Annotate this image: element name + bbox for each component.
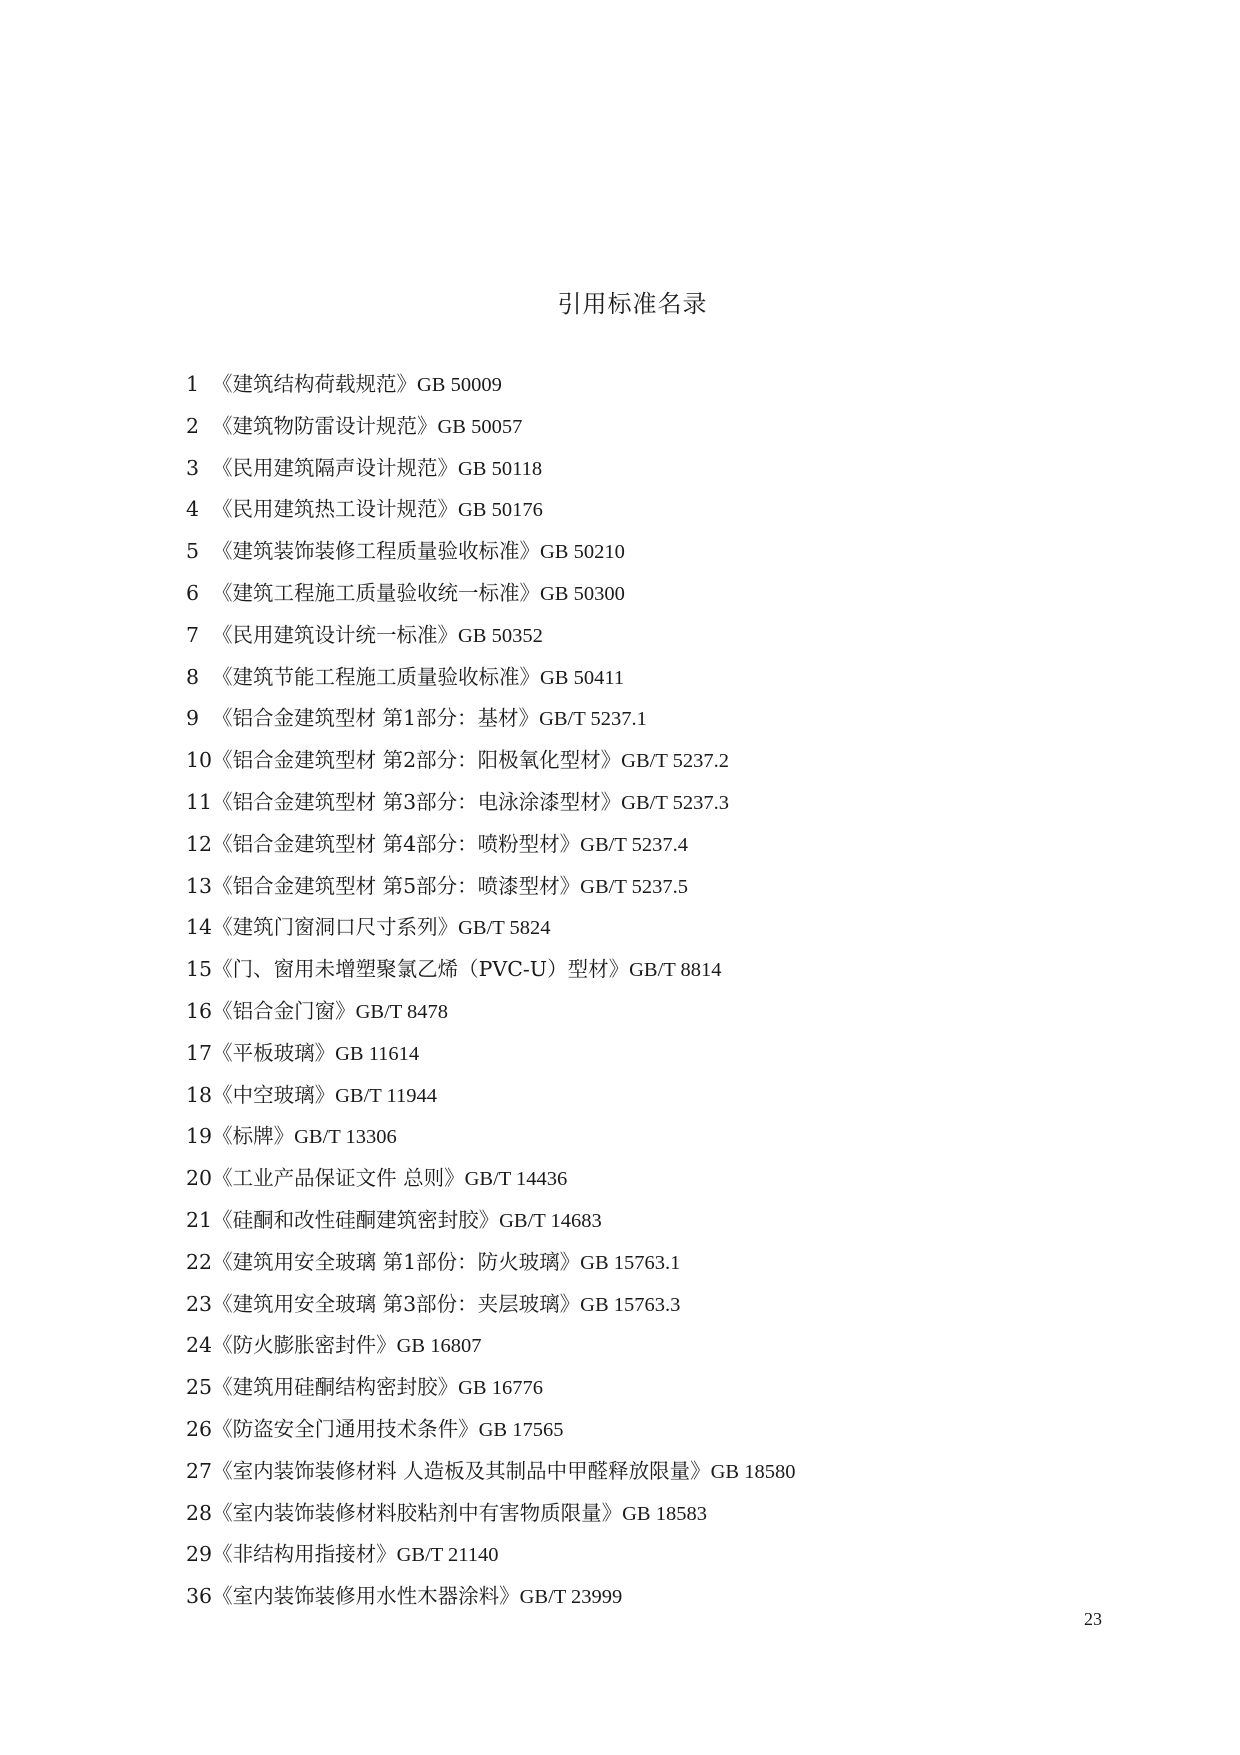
reference-title: 《建筑结构荷载规范》 xyxy=(212,372,417,396)
reference-item xyxy=(186,1372,1186,1414)
reference-number: 25 xyxy=(186,1375,213,1400)
reference-item xyxy=(186,745,1186,787)
reference-item xyxy=(186,453,1186,495)
reference-title: 《铝合金建筑型材 第1部分：基材》 xyxy=(212,706,540,731)
reference-code: GB/T 5824 xyxy=(458,917,551,940)
reference-code: GB 17565 xyxy=(478,1418,564,1441)
reference-code: GB 15763.1 xyxy=(580,1251,681,1274)
reference-title: 《硅酮和改性硅酮建筑密封胶》 xyxy=(212,1207,500,1232)
reference-item xyxy=(186,369,1186,411)
reference-title: 《建筑用硅酮结构密封胶》 xyxy=(212,1375,459,1400)
reference-item xyxy=(186,787,1186,829)
reference-number: 17 xyxy=(186,1040,213,1065)
reference-item xyxy=(186,494,1186,536)
reference-item xyxy=(186,1163,1186,1205)
reference-code: GB 15763.3 xyxy=(580,1293,681,1316)
reference-title: 《铝合金门窗》 xyxy=(212,998,356,1023)
reference-title: 《室内装饰装修材料 人造板及其制品中甲醛释放限量》 xyxy=(212,1458,711,1483)
reference-number: 18 xyxy=(186,1082,213,1107)
reference-code: GB 18583 xyxy=(622,1502,707,1525)
reference-item xyxy=(186,1289,1186,1331)
reference-code: GB/T 14683 xyxy=(499,1209,602,1232)
reference-code: GB 50009 xyxy=(417,374,502,396)
reference-item xyxy=(186,1456,1186,1498)
reference-code: GB 50300 xyxy=(540,582,625,605)
reference-item xyxy=(186,536,1186,578)
reference-title: 《民用建筑设计统一标准》 xyxy=(212,622,458,647)
reference-number: 8 xyxy=(186,664,200,689)
reference-code: GB/T 21140 xyxy=(396,1544,499,1567)
reference-number: 29 xyxy=(186,1542,213,1567)
reference-title: 《建筑物防雷设计规范》 xyxy=(212,413,438,438)
reference-number: 19 xyxy=(186,1124,213,1149)
reference-code: GB 50411 xyxy=(540,666,625,689)
reference-number: 28 xyxy=(186,1500,213,1525)
reference-code: GB 50210 xyxy=(540,541,625,564)
reference-title: 《铝合金建筑型材 第2部分：阳极氧化型材》 xyxy=(212,748,622,773)
reference-item xyxy=(186,829,1186,871)
reference-code: GB/T 5237.2 xyxy=(621,750,729,773)
reference-code: GB/T 23999 xyxy=(519,1586,623,1609)
page-number: 23 xyxy=(1084,1609,1102,1629)
reference-title: 《门、窗用未增塑聚氯乙烯（PVC-U）型材》 xyxy=(212,957,630,982)
reference-code: GB/T 8814 xyxy=(629,959,722,982)
reference-number: 12 xyxy=(186,831,213,856)
reference-code: GB/T 5237.4 xyxy=(580,833,688,856)
reference-item xyxy=(186,1080,1186,1122)
reference-number: 3 xyxy=(186,455,200,480)
reference-item xyxy=(186,662,1186,704)
reference-number: 36 xyxy=(186,1584,213,1609)
reference-number: 7 xyxy=(186,622,200,647)
reference-code: GB 50352 xyxy=(458,624,543,647)
reference-item xyxy=(186,912,1186,954)
reference-number: 10 xyxy=(186,748,213,773)
reference-number: 14 xyxy=(186,915,213,940)
reference-item xyxy=(186,1498,1186,1540)
reference-title: 《铝合金建筑型材 第5部分：喷漆型材》 xyxy=(212,873,581,898)
reference-code: GB/T 5237.1 xyxy=(539,708,647,731)
reference-item xyxy=(186,1539,1186,1581)
reference-title: 《室内装饰装修用水性木器涂料》 xyxy=(212,1584,520,1609)
reference-code: GB 50176 xyxy=(458,499,543,522)
reference-item xyxy=(186,1121,1186,1163)
reference-number: 11 xyxy=(186,789,213,814)
reference-title: 《非结构用指接材》 xyxy=(212,1542,397,1567)
reference-code: GB 50118 xyxy=(458,457,543,480)
reference-number: 5 xyxy=(186,539,200,564)
reference-code: GB/T 11944 xyxy=(335,1084,438,1107)
reference-item xyxy=(186,578,1186,620)
reference-title: 《建筑用安全玻璃 第3部份：夹层玻璃》 xyxy=(212,1291,581,1316)
reference-item xyxy=(186,1414,1186,1456)
reference-title: 《平板玻璃》 xyxy=(212,1040,336,1065)
reference-title: 《中空玻璃》 xyxy=(212,1082,336,1107)
reference-number: 16 xyxy=(186,998,213,1023)
reference-number: 15 xyxy=(186,957,213,982)
reference-number: 9 xyxy=(186,706,200,731)
reference-code: GB/T 5237.3 xyxy=(621,791,729,814)
reference-code: GB 50057 xyxy=(437,415,523,438)
reference-list xyxy=(186,369,1186,1623)
reference-title: 《室内装饰装修材料胶粘剂中有害物质限量》 xyxy=(212,1500,623,1525)
reference-number: 4 xyxy=(186,497,200,522)
reference-item xyxy=(186,1205,1186,1247)
reference-number: 20 xyxy=(186,1166,213,1191)
reference-code: GB 11614 xyxy=(335,1042,420,1065)
reference-item xyxy=(186,1581,1186,1623)
reference-title: 《建筑门窗洞口尺寸系列》 xyxy=(212,915,459,940)
reference-code: GB/T 5237.5 xyxy=(580,875,688,898)
reference-title: 《建筑用安全玻璃 第1部份：防火玻璃》 xyxy=(212,1249,581,1274)
reference-item xyxy=(186,620,1186,662)
reference-code: GB 18580 xyxy=(710,1460,796,1483)
reference-item xyxy=(186,703,1186,745)
reference-number: 27 xyxy=(186,1458,213,1483)
reference-number: 22 xyxy=(186,1249,213,1274)
reference-number: 23 xyxy=(186,1291,213,1316)
reference-code: GB/T 8478 xyxy=(355,1000,449,1023)
page-title: 引用标准名录 xyxy=(557,290,708,318)
reference-number: 24 xyxy=(186,1333,213,1358)
reference-title: 《工业产品保证文件 总则》 xyxy=(212,1166,465,1191)
reference-item xyxy=(186,954,1186,996)
reference-item xyxy=(186,996,1186,1038)
reference-number: 21 xyxy=(186,1207,213,1232)
reference-number: 26 xyxy=(186,1416,213,1441)
reference-code: GB/T 13306 xyxy=(294,1126,397,1149)
reference-item xyxy=(186,411,1186,453)
reference-title: 《防盗安全门通用技术条件》 xyxy=(212,1416,479,1441)
reference-item xyxy=(186,1038,1186,1080)
reference-title: 《民用建筑隔声设计规范》 xyxy=(212,455,458,480)
reference-number: 6 xyxy=(186,580,200,605)
reference-title: 《铝合金建筑型材 第3部分：电泳涂漆型材》 xyxy=(212,789,622,814)
reference-title: 《铝合金建筑型材 第4部分：喷粉型材》 xyxy=(212,831,581,856)
reference-title: 《建筑节能工程施工质量验收标准》 xyxy=(212,664,540,689)
reference-item xyxy=(186,1330,1186,1372)
reference-code: GB 16807 xyxy=(396,1335,482,1358)
reference-code: GB 16776 xyxy=(458,1377,543,1400)
reference-title: 《建筑装饰装修工程质量验收标准》 xyxy=(212,539,540,564)
reference-title: 《建筑工程施工质量验收统一标准》 xyxy=(212,580,540,605)
reference-code: GB/T 14436 xyxy=(464,1168,568,1191)
reference-title: 《民用建筑热工设计规范》 xyxy=(212,497,458,522)
reference-number: 2 xyxy=(186,413,200,438)
reference-number: 1 xyxy=(186,372,200,396)
reference-title: 《标牌》 xyxy=(212,1124,295,1149)
reference-item xyxy=(186,1247,1186,1289)
reference-title: 《防火膨胀密封件》 xyxy=(212,1333,397,1358)
reference-number: 13 xyxy=(186,873,213,898)
reference-item xyxy=(186,871,1186,913)
